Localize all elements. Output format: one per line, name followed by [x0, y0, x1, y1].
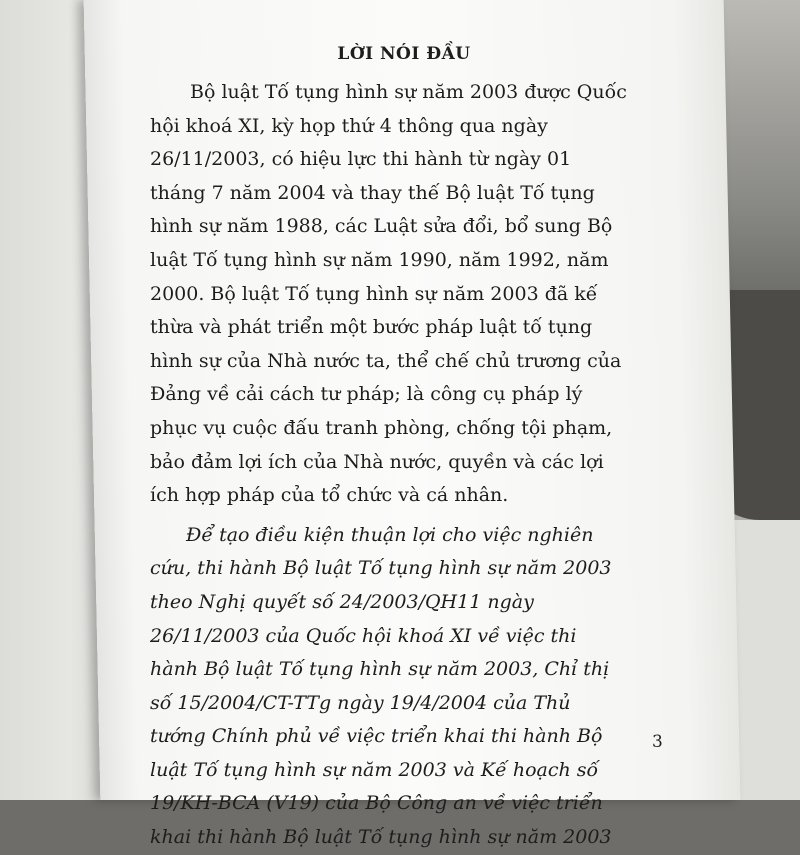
text-line: thừa và phát triển một bước pháp luật tố tụng: [150, 316, 593, 339]
text-line: theo Nghị quyết số 24/2003/QH11 ngày: [150, 590, 534, 613]
back-page-bleed-text: [0, 167, 70, 173]
paragraph-1: [150, 76, 640, 513]
text-line: khai thi hành Bộ luật Tố tụng hình sự năm 2003: [150, 826, 612, 849]
text-line: hình sự năm 1988, các Luật sửa đổi, bổ sung Bộ: [150, 215, 613, 238]
text-line: phục vụ cuộc đấu tranh phòng, chống tội phạm,: [150, 416, 613, 439]
text-line: tháng 7 năm 2004 và thay thế Bộ luật Tố tụng: [150, 181, 595, 204]
text-line: hành Bộ luật Tố tụng hình sự năm 2003, Chỉ thị: [150, 658, 610, 681]
text-line: 26/11/2003 của Quốc hội khoá XI về việc thi: [150, 624, 577, 647]
page-content: [150, 44, 640, 855]
page-number: 3: [652, 732, 663, 752]
text-line: tướng Chính phủ về việc triển khai thi hành Bộ: [150, 725, 603, 748]
text-line: luật Tố tụng hình sự năm 1990, năm 1992, năm: [150, 248, 609, 271]
paragraph-2: [150, 519, 640, 855]
text-line: hình sự của Nhà nước ta, thể chế chủ trương của: [150, 349, 622, 372]
text-line: luật Tố tụng hình sự năm 2003 và Kế hoạch số: [150, 758, 599, 781]
text-line: 2000. Bộ luật Tố tụng hình sự năm 2003 đã kế: [150, 282, 598, 305]
text-line: Để tạo điều kiện thuận lợi cho việc nghiên: [186, 523, 594, 546]
text-line: ích hợp pháp của tổ chức và cá nhân.: [150, 484, 509, 507]
text-line: bảo đảm lợi ích của Nhà nước, quyền và các lợi: [150, 450, 604, 473]
text-line: hội khoá XI, kỳ họp thứ 4 thông qua ngày: [150, 114, 548, 137]
text-line: cứu, thi hành Bộ luật Tố tụng hình sự năm 2003: [150, 557, 612, 580]
text-line: Đảng về cải cách tư pháp; là công cụ pháp lý: [150, 383, 583, 406]
text-line: 26/11/2003, có hiệu lực thi hành từ ngày 01: [150, 148, 572, 171]
text-line: số 15/2004/CT-TTg ngày 19/4/2004 của Thủ: [150, 691, 571, 714]
text-line: Bộ luật Tố tụng hình sự năm 2003 được Quốc: [190, 81, 627, 103]
page-title: LỜI NÓI ĐẦU: [337, 44, 471, 64]
text-line: 19/KH-BCA (V19) của Bộ Công an về việc triển: [150, 792, 603, 815]
